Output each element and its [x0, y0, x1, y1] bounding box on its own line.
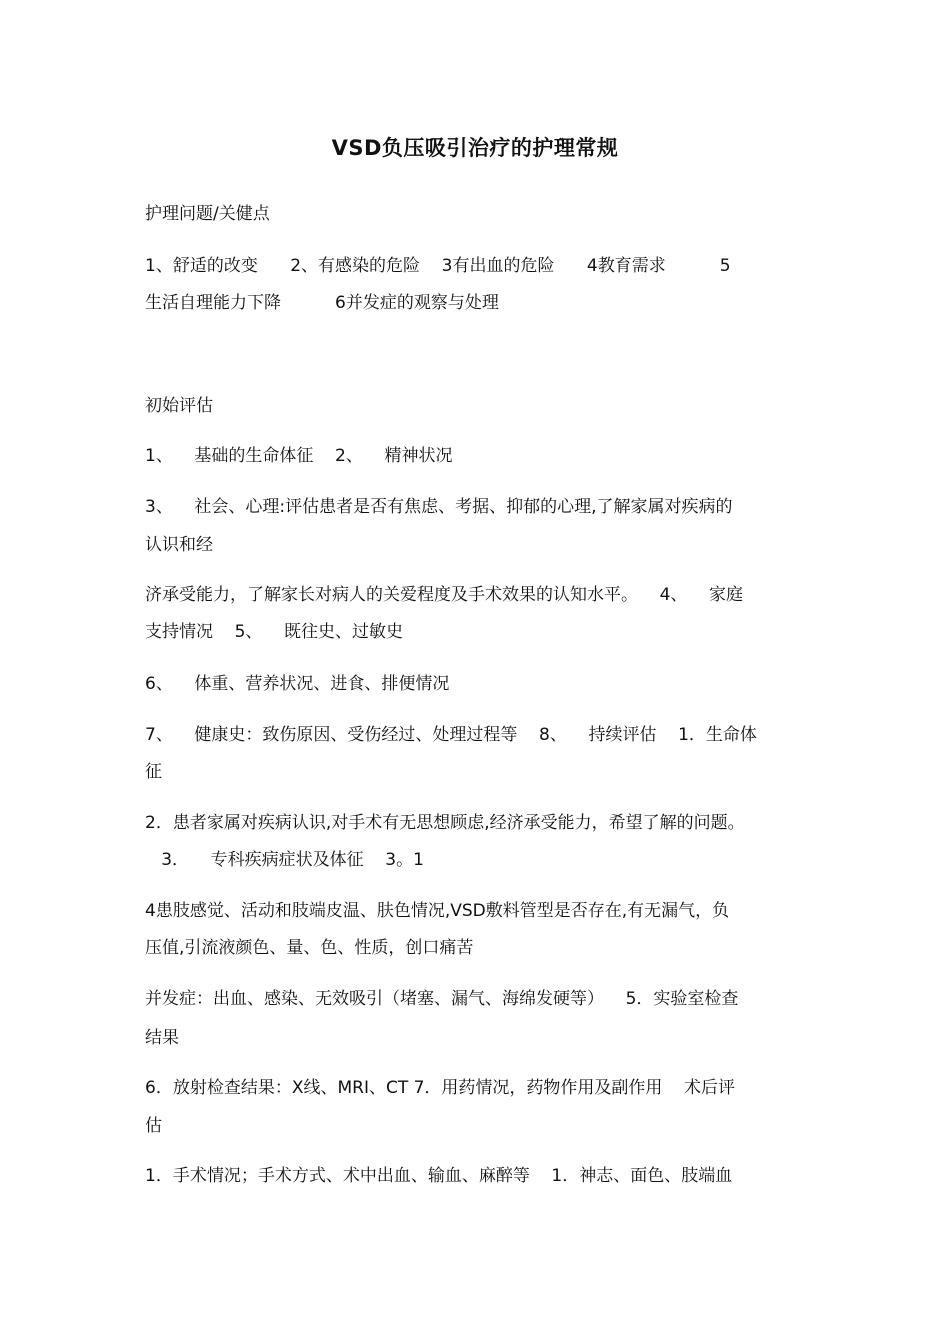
paragraph-line: 认识和经 — [145, 535, 213, 555]
paragraph-line: 6．放射检查结果：X线、MRI、CT 7．用药情况，药物作用及副作用 术后评 — [145, 1078, 736, 1098]
paragraph-line: 2．患者家属对疾病认识,对手术有无思想顾虑,经济承受能力，希望了解的问题。 — [145, 813, 745, 833]
paragraph-line: 并发症：出血、感染、无效吸引（堵塞、漏气、海绵发硬等） 5．实验室检查 — [145, 989, 739, 1009]
document-title: VSD负压吸引治疗的护理常规 — [331, 136, 619, 160]
paragraph-line: 3． 专科疾病症状及体征 3。1 — [145, 850, 424, 870]
paragraph-line: 6、 体重、营养状况、进食、排便情况 — [145, 674, 450, 694]
paragraph-line: 1、舒适的改变 2、有感染的危险 3有出血的危险 4教育需求 5 — [145, 256, 731, 276]
paragraph-line: 7、 健康史：致伤原因、受伤经过、处理过程等 8、 持续评估 1．生命体 — [145, 725, 757, 745]
paragraph-line: 生活自理能力下降 6并发症的观察与处理 — [145, 293, 499, 313]
paragraph-line: 压值,引流液颜色、量、色、性质，创口痛苦 — [145, 938, 474, 958]
paragraph-line: 估 — [145, 1116, 162, 1136]
section-heading-initial-assessment: 初始评估 — [145, 396, 213, 416]
section-heading-nursing-problems: 护理问题/关健点 — [145, 204, 270, 224]
paragraph-line: 济承受能力，了解家长对病人的关爱程度及手术效果的认知水平。 4、 家庭 — [145, 585, 744, 605]
paragraph-line: 征 — [145, 762, 162, 782]
paragraph-line: 1．手术情况；手术方式、术中出血、输血、麻醉等 1．神志、面色、肢端血 — [145, 1166, 733, 1186]
paragraph-line: 结果 — [145, 1028, 179, 1048]
paragraph-line: 3、 社会、心理:评估患者是否有焦虑、考据、抑郁的心理,了解家属对疾病的 — [145, 497, 733, 517]
paragraph-line: 4患肢感觉、活动和肢端皮温、肤色情况,VSD敷料管型是否存在,有无漏气，负 — [145, 901, 730, 921]
paragraph-line: 1、 基础的生命体征 2、 精神状况 — [145, 446, 453, 466]
paragraph-line: 支持情况 5、 既往史、过敏史 — [145, 622, 404, 642]
